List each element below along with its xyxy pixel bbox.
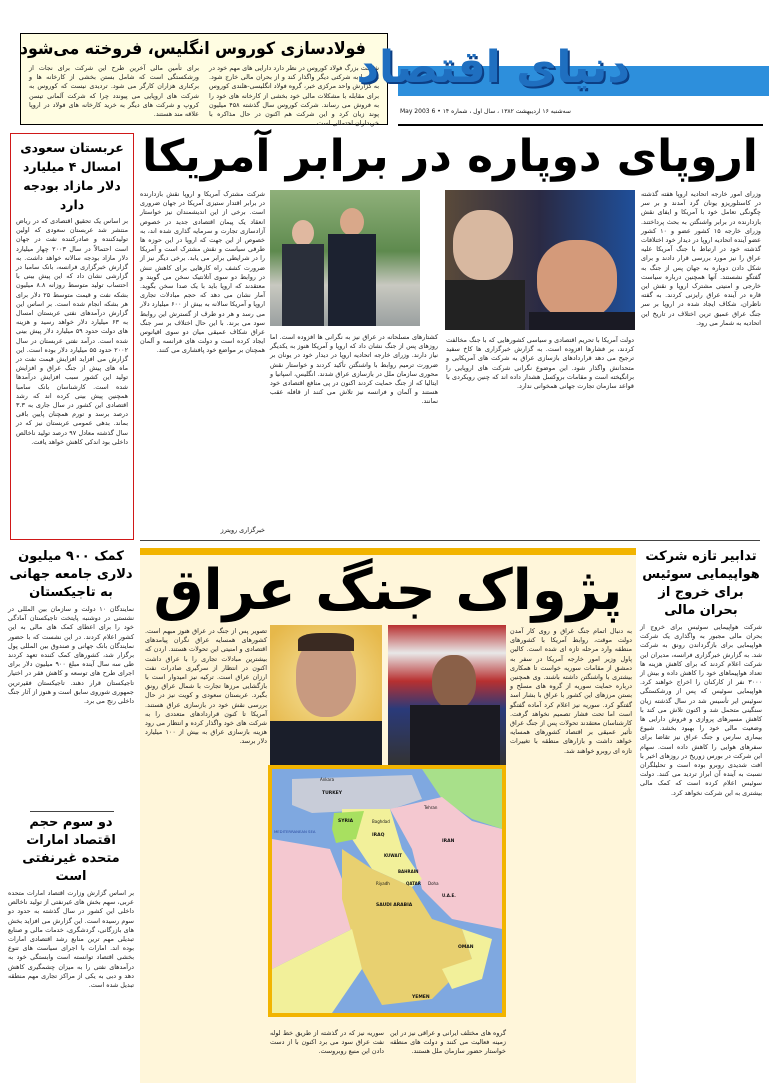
map-label-saudi-arabia: SAUDI ARABIA (376, 903, 413, 908)
masthead-date-line: سه‌شنبه ۱۶ اردیبهشت ۱۳۸۲ ، سال اول ، شماره ۱۴ • 6 May 2003 (400, 108, 571, 115)
map-label-oman: OMAN (458, 945, 474, 950)
column-divider (30, 811, 114, 812)
top-story-title: فولادسازی کوروس انگلیس، فروخته می‌شود (20, 39, 367, 59)
lead-col-2: کشتارهای مسلحانه در عراق نیز به نگرانی ها افزوده است. اما روزهای پس از جنگ نشان داد که اروپا و آمریکا هنوز به یکدیگر نیاز دارند. وزرای خارجه اتحادیه اروپا در دیدار خود در یونان بر ضرورت ترمیم روابط با واشنگتن تأکید کردند و خواستار نقش محوری سازمان ملل در بازسازی عراق شدند. انگلیس، اسپانیا و ایتالیا که از جنگ حمایت کردند اکنون در پی منافع اقتصادی خود هستند و آلمان و فرانسه نیز تلاش می کنند از قافله عقب نمانند. (270, 333, 438, 406)
iraq-below-map-left: سوریه نیز که در گذشته از طریق خط لوله نفت عراق سود می برد اکنون با از دست دادن این منبع روبروست. (270, 1029, 384, 1056)
map-label-doha: Doha (428, 881, 439, 886)
newspaper-logo: دنیای اقتصاد (356, 42, 630, 93)
map-label-turkey: TURKEY (322, 791, 343, 796)
saudi-headline: عربستان سعودی امسال ۴ میلیارد دلار مازاد بودجه دارد (20, 140, 124, 212)
photo-assad (270, 625, 382, 765)
middle-east-map (268, 765, 506, 1017)
photo-powell (388, 625, 506, 765)
lead-headline: اروپای دوپاره در برابر آمریکا (142, 131, 758, 182)
map-label-iraq: IRAQ (372, 833, 385, 838)
map-label-kuwait: KUWAIT (384, 853, 402, 858)
tajikistan-headline: کمک ۹۰۰ میلیون دلاری جامعه جهانی به تاجیکستان (9, 549, 133, 600)
uae-story (8, 814, 134, 1078)
tajikistan-body: نمایندگان ۱۰ دولت و سازمان بین المللی در نشستی در دوشنبه پایتخت تاجیکستان آمادگی خود را برای اعطای کمک های مالی به این کشور اعلام کردند. در این نشست که با حضور نمایندگان بانک جهانی و صندوق بین المللی پول برگزار شد، کشورهای کمک کننده تعهد کردند طی سه سال آینده مبلغ ۹۰۰ میلیون دلار برای اجرای طرح های توسعه و کاهش فقر در اختیار تاجیکستان قرار دهند. تاجیکستان فقیرترین جمهوری شوروی سابق است و هنوز از آثار جنگ داخلی رنج می برد. (8, 605, 135, 706)
top-story-title-box (20, 37, 379, 61)
lead-col-1: شرکت مشترک آمریکا و اروپا نقش بازدارنده در برابر اقتدار ستیزی آمریکا در جهان ضروری است. برخی از این اندیشمندان نیز خواستار انعقاد یک پیمان اقتصادی جدید در خصوص آزادسازی تجارت و سرمایه گذاری شده اند، به خصوص از این جهت که اروپا در این حوزه ها طرفی سیاست و نقش مشترک است و آمریکا را در شرایطی برابر می یابد. برخی دیگر نیز از ضرورت کشف راه کارهایی برای کاهش تنش در روابط دو سوی آتلانتیک سخن می گویند و معتقدند که اروپا باید با یک صدا سخن بگوید. آمار نشان می دهد که حجم مبادلات تجاری اروپا و آمریکا سالانه به بیش از ۶۰۰ میلیارد دلار می رسد و هر دو طرف از گسترش این روابط سود می برند. با این حال اختلاف بر سر جنگ عراق شکاف عمیقی میان دو سوی اقیانوس ایجاد کرده است و دولت های فرانسه و آلمان همچنان بر مواضع خود پافشاری می کنند. (140, 190, 265, 355)
top-story-box (20, 33, 388, 128)
photo-chirac-schroeder (445, 190, 635, 330)
lead-col-3: دولت آمریکا با تحریم اقتصادی و سیاسی کشورهایی که با جنگ مخالفت کردند، بر فشارها افزوده است. به گزارش خبرگزاری ها کاخ سفید ترجیح می دهد قراردادهای بازسازی عراق به شرکت های آمریکایی و متحدانش واگذار شود. این موضوع نگرانی شرکت های اروپایی را برانگیخته است و مقامات بروکسل هشدار داده اند که چنین رویکردی با قواعد سازمان تجارت جهانی همخوانی ندارد. (446, 336, 634, 391)
iraq-col-right: به دنبال اتمام جنگ عراق و روی کار آمدن دولت موقت، روابط آمریکا با کشورهای منطقه وارد مرحله تازه ای شده است. کالین پاول وزیر امور خارجه آمریکا در سفر به دمشق از مقامات سوریه خواست تا همکاری بیشتری با واشنگتن داشته باشند. وی همچنین درباره حمایت سوریه از گروه های مسلح و بستن مرزهای این کشور با عراق با بشار اسد گفتگو کرد. سوریه نیز اعلام کرد آماده گفتگو است اما تحت فشار تصمیم نخواهد گرفت. کارشناسان معتقدند تحولات پس از جنگ عراق تأثیر عمیقی بر اقتصاد کشورهای همسایه خواهد داشت و بازارهای منطقه با تغییرات تازه ای روبرو خواهند شد. (510, 627, 632, 755)
swiss-airline-story (640, 548, 762, 1078)
top-story-columns (29, 64, 380, 128)
map-label-baghdad: Baghdad (372, 819, 390, 824)
tajikistan-story (8, 548, 134, 806)
map-label-ankara: Ankara (320, 777, 335, 782)
iraq-below-map-right: گروه های مختلف ایرانی و عراقی نیز در این زمینه فعالیت می کنند و دولت های منطقه خواستار حضور سازمان ملل هستند. (390, 1029, 506, 1056)
lead-headline-box (140, 128, 760, 186)
map-label-bahrain: BAHRAIN (398, 869, 419, 874)
map-label-riyadh: Riyadh (376, 881, 390, 886)
map-label-qatar: QATAR (406, 881, 421, 886)
lead-col-4: وزرای امور خارجه اتحادیه اروپا هفته گذشته در کاستلوریزو یونان گرد آمدند و بر سر چگونگی تعامل خود با آمریکا و ایفای نقش بازدارنده در برابر واشنگتن به بحث پرداختند. وزرای خارجه ۱۵ کشور عضو و ۱۰ کشور عضو آینده اتحادیه اروپا در دیدار خود اختلافات گذشته خود در ارتباط با جنگ آمریکا علیه عراق را نیز مورد بررسی قرار دادند و برای شکل دادن دوباره به جهان پس از جنگ به گفتگو نشستند. آنها همچنین درباره سیاست خارجی و امنیتی مشترک اروپا و نقش این قاره در آینده عراق رایزنی کردند. به گفته ناظران، شکاف ایجاد شده در اروپا بر سر جنگ عراق عمیق ترین اختلاف در تاریخ این اتحادیه به شمار می رود. (641, 190, 761, 327)
iraq-headline: پژواک جنگ عراق (153, 558, 623, 623)
swiss-airline-headline: تدابیر تازه شرکت هواپیمایی سوئیس برای خروج از بحران مالی (642, 549, 760, 618)
top-story-col-left: برای تأمین مالی آخرین طرح این شرکت برای نجات از ورشکستگی است که شامل بستن بخشی از کارخانه ها و برکناری هزاران کارگر می شود. تردیدی نیست که کوروس به شرکت های اروپایی می پیوندد چرا که شرکت آلمانی تیسن کروپ و شرکت های دیگر به خرید کارخانه های فولاد در اروپا علاقه مند هستند. (29, 64, 199, 119)
top-story-col-right: شرکت بزرگ فولاد کوروس در نظر دارد دارایی های مهم خود در هلند را به شرکتی دیگر واگذار کند و از بحران مالی خارج شود. به گزارش واحد مرکزی خبر، گروه فولاد انگلیسی-هلندی کوروس برای مقابله با مشکلات مالی خود بخشی از کارخانه های خود را به فروش می رساند. شرکت کوروس سال گذشته ۴۵۸ میلیون پوند زیان کرد و این شرکت هم اکنون در حال مذاکره با خریداران احتمالی است. (209, 64, 380, 128)
iraq-headline-box (140, 559, 636, 623)
masthead-rule (398, 124, 763, 126)
section-divider (140, 540, 760, 541)
photo-bush-meeting (270, 190, 420, 326)
swiss-airline-body: شرکت هواپیمایی سوئیس برای خروج از بحران مالی مجبور به واگذاری یک شرکت هواپیمایی برای بازگرداندن رونق به شرکت شد. به گزارش خبرگزاری فرانسه، مدیران این شرکت اعلام کردند که برای کاهش هزینه ها تعداد هواپیماهای خود را کاهش داده و بیش از ۳۰۰۰ نفر از کارکنان را اخراج خواهند کرد. هواپیمایی سوئیس که پس از ورشکستگی سوئیس ایر تأسیس شد در سال گذشته زیان سنگینی متحمل شد و اکنون تلاش می کند با کاهش مسیرهای پروازی و فروش دارایی ها وضعیت مالی خود را بهبود بخشد. شیوع بیماری سارس و جنگ عراق نیز تقاضا برای سفرهای هوایی را کاهش داده است. سهام این شرکت در بورس زوریخ در روزهای اخیر با افت شدیدی روبرو بوده است و تحلیلگران نسبت به آینده آن ابراز تردید می کنند. دولت سوئیس اعلام کرده است که کمک مالی بیشتری به این شرکت نخواهد کرد. (640, 623, 762, 797)
map-label-syria: SYRIA (338, 819, 354, 824)
map-label-mediterranean: MEDITERRANEAN SEA (274, 829, 316, 834)
saudi-body: بر اساس یک تحقیق اقتصادی که در ریاض منتشر شد عربستان سعودی که اولین تولیدکننده و صادرکننده نفت در جهان است احتمالاً در سال ۲۰۰۳ چهار میلیارد دلار مازاد بودجه سالانه خواهد داشت. به گزارش خبرگزاری فرانسه، بانک سامبا در گزارشی نشان داد که این پیش بینی با احتساب تولید متوسط روزانه ۸.۸ میلیون بشکه نفت و قیمت متوسط ۲۵ دلار برای هر بشکه انجام شده است. بر اساس این گزارش درآمدهای نفتی عربستان امسال به ۶۳ میلیارد دلار خواهد رسید و هزینه های دولت حدود ۵۹ میلیارد دلار پیش بینی شده است. درآمد نفتی عربستان در سال ۲۰۰۲ حدود ۵۵ میلیارد دلار بوده است. این گزارش می افزاید افزایش قیمت نفت در ماه های پیش از جنگ عراق و افزایش تولید این کشور سبب افزایش درآمدها شده است. کارشناسان بانک سامبا همچنین پیش بینی کرده اند که رشد اقتصادی این کشور در سال جاری به ۳.۳ درصد برسد و تورم همچنان پایین باقی بماند. بدهی عمومی عربستان نیز که در سال گذشته معادل ۹۷ درصد تولید ناخالص داخلی بود اندکی کاهش خواهد یافت. (16, 217, 128, 446)
uae-headline: دو سوم حجم اقتصاد امارات متحده غیرنفتی است (22, 815, 120, 884)
map-label-tehran: Tehran (424, 805, 438, 810)
map-graphic (272, 769, 502, 1013)
map-label-uae: U.A.E. (442, 893, 456, 898)
map-label-yemen: YEMEN (412, 995, 430, 1000)
uae-body: بر اساس گزارش وزارت اقتصاد امارات متحده عربی، سهم بخش های غیرنفتی از تولید ناخالص داخلی این کشور در سال گذشته به حدود دو سوم رسیده است. این گزارش می افزاید بخش های بازرگانی، گردشگری، خدمات مالی و صنایع تبدیلی مهم ترین منابع رشد اقتصادی امارات بوده اند. امارات با اجرای سیاست های تنوع بخشی اقتصاد توانسته است وابستگی خود به درآمدهای نفتی را به میزان چشمگیری کاهش دهد و دبی به یکی از مراکز تجاری مهم منطقه تبدیل شده است. (8, 889, 134, 990)
map-label-iran: IRAN (442, 839, 455, 844)
iraq-col-left: تصویر پس از جنگ در عراق هنوز مبهم است. کشورهای همسایه عراق نگران پیامدهای اقتصادی و امنیتی این تحولات هستند. اردن که بیشترین مبادلات تجاری را با عراق داشت اکنون در انتظار از سرگیری صادرات نفت ارزان عراق است. ترکیه نیز امیدوار است با بازگشایی مرزها تجارت با شمال عراق رونق بگیرد. عربستان سعودی و کویت نیز در حال بررسی نقش خود در بازسازی عراق هستند. آمریکا تا کنون قراردادهای متعددی را به شرکت های خود واگذار کرده و انتظار می رود هزینه بازسازی عراق به بیش از ۱۰۰ میلیارد دلار برسد. (145, 627, 267, 746)
lead-credit: خبرگزاری رویترز (220, 526, 265, 534)
saudi-budget-box (10, 133, 134, 540)
